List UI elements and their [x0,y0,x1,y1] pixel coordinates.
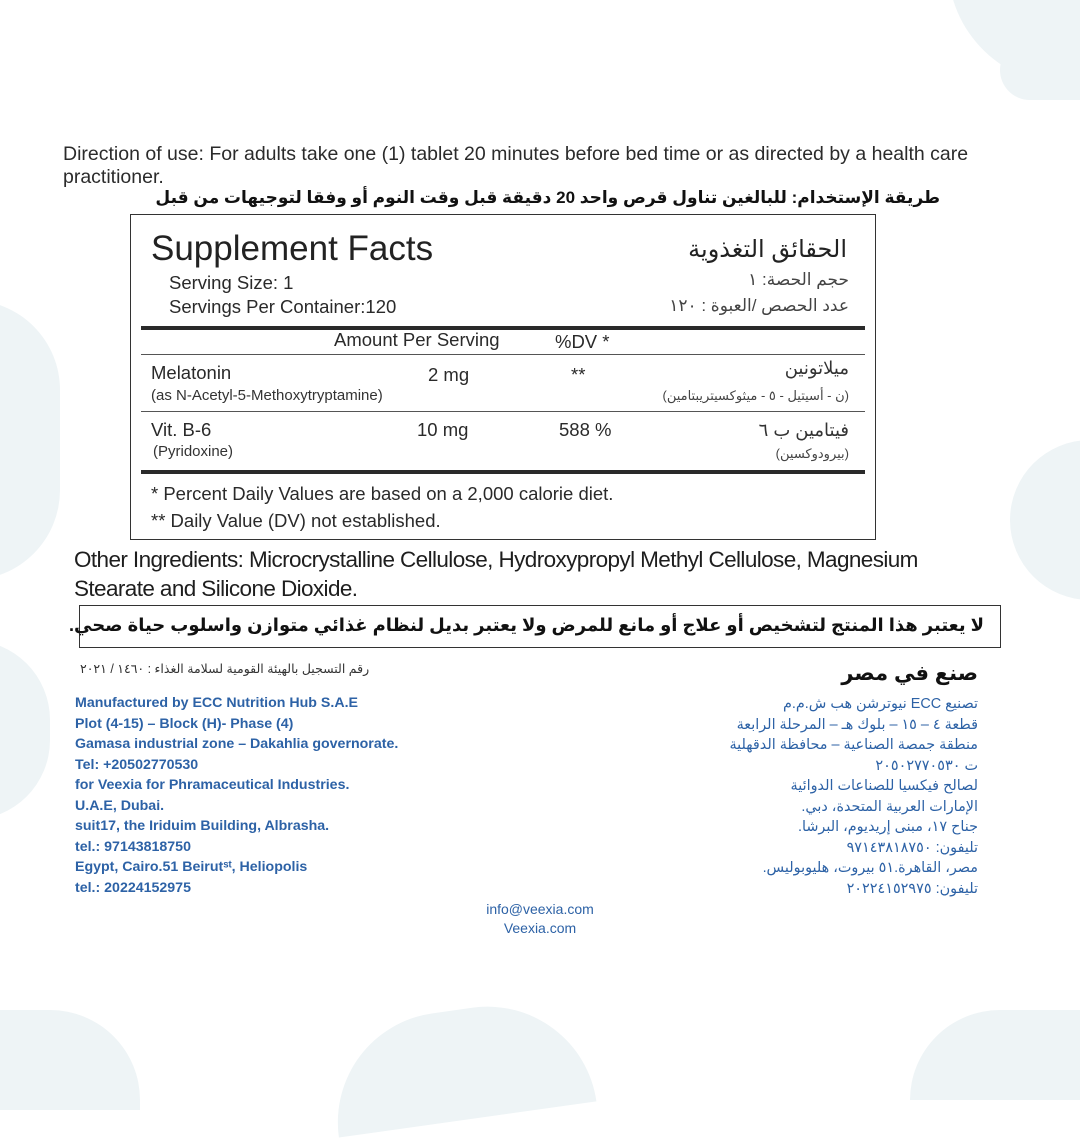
servings-per-container: Servings Per Container:120 [169,296,397,317]
background-shape [1010,440,1080,600]
manufacturer-info-ar [518,694,978,899]
footnote-percent-dv: * Percent Daily Values are based on a 2,000 calorie diet. [151,483,614,504]
header-daily-value: %DV * [555,331,610,352]
manufacturer-line-ar: ت ٢٠٥٠٢٧٧٠٥٣٠ [875,757,978,774]
supplement-facts-title: Supplement Facts [151,229,434,268]
divider-thin [141,354,865,355]
footnote-dv-not-established: ** Daily Value (DV) not established. [151,510,441,531]
manufacturer-line-ar: قطعة ٤ – ١٥ – بلوك هـ – المرحلة الرابعة [736,716,978,733]
ingredient-dv: 588 % [559,419,612,440]
background-shape [0,300,60,580]
other-ingredients: Other Ingredients: Microcrystalline Cellulose, Hydroxypropyl Methyl Cellulose, Magnesium Stearate and Silicone Dioxide. [74,547,918,601]
header-amount-per-serving: Amount Per Serving [334,329,500,350]
manufacturer-line: for Veexia for Phramaceutical Industries. [75,777,350,793]
manufacturer-line-ar: الإمارات العربية المتحدة، دبي. [801,798,978,815]
manufacturer-line: suit17, the Iriduim Building, Albrasha. [75,818,330,834]
manufacturer-line-ar: لصالح فيكسيا للصناعات الدوائية [790,778,978,794]
manufacturer-line-ar: تليفون: ٩٧١٤٣٨١٨٧٥٠ [846,839,978,856]
direction-of-use-en: Direction of use: For adults take one (1) tablet 20 minutes before bed time or as directed by a health care practitioner. [63,143,969,188]
ingredient-subname: (as N-Acetyl-5-Methoxytryptamine) [151,387,383,404]
background-shape [1000,40,1080,100]
contact-website[interactable]: Veexia.com [503,920,577,936]
manufacturer-line-ar: مصر، القاهرة.٥١ بيروت، هليوبوليس. [762,860,978,876]
divider-thick [141,326,865,330]
contact-email[interactable]: info@veexia.com [486,901,594,917]
manufacturer-line: Plot (4-15) – Block (H)- Phase (4) [75,715,294,732]
divider-thin [141,411,865,412]
background-shape [0,1010,140,1110]
manufacturer-line: Manufactured by ECC Nutrition Hub S.A.E [75,695,358,711]
made-in-egypt-ar: صنع في مصر [841,662,978,685]
supplement-facts-panel [130,214,876,540]
supplement-facts-title-ar: الحقائق التغذوية [688,236,847,263]
ingredient-subname-ar: (بيرودوكسين) [775,446,849,461]
background-shape [0,640,50,820]
manufacturer-line-ar: تليفون: ٢٠٢٢٤١٥٢٩٧٥ [846,880,978,897]
ingredient-name: Vit. B-6 [151,419,212,440]
manufacturer-line: Egypt, Cairo.51 Beirutˢᵗ, Heliopolis [75,859,308,875]
ingredient-amount: 2 mg [428,364,470,385]
ingredient-name-ar: ميلاتونين [784,358,849,378]
contact-info [440,900,640,938]
divider-thick [141,470,865,474]
manufacturer-line: U.A.E, Dubai. [75,797,165,814]
servings-per-container-ar: عدد الحصص /العبوة : ١٢٠ [669,296,849,315]
disclaimer-text-ar: لا يعتبر هذا المنتج لتشخيص أو علاج أو مانع للمرض ولا يعتبر بديل لنظام غذائي متوازن واسلوب حياة صحي. [69,615,984,635]
manufacturer-line: tel.: 20224152975 [75,879,191,896]
background-shape [910,1010,1080,1100]
background-shape [324,992,597,1137]
disclaimer-box [69,605,1001,648]
ingredient-name: Melatonin [151,362,232,383]
manufacturer-line: tel.: 97143818750 [75,838,191,855]
direction-of-use-ar: طريقة الإستخدام: للبالغين تناول قرص واحد 20 دقيقة قبل وقت النوم أو وفقا لتوجيهات من قبل [155,188,940,207]
manufacturer-info-en [75,693,555,898]
serving-size: Serving Size: 1 [169,272,294,293]
ingredient-name-ar: فيتامين ب ٦ [758,420,849,440]
manufacturer-line-ar: جناح ١٧، مبنى إريديوم، البرشا. [797,819,978,835]
ingredient-subname: (Pyridoxine) [153,443,234,460]
manufacturer-line-ar: تصنيع ECC نيوترشن هب ش.م.م [782,696,978,712]
ingredient-amount: 10 mg [417,419,469,440]
ingredient-subname-ar: (ن - أسيتيل - ٥ - ميثوكسيتريبتامين) [662,388,849,403]
manufacturer-line: Gamasa industrial zone – Dakahlia governorate. [75,736,399,752]
manufacturer-line-ar: منطقة جمصة الصناعية – محافظة الدقهلية [729,737,978,753]
ingredient-dv: ** [571,364,586,385]
manufacturer-line: Tel: +20502770530 [75,756,199,773]
serving-size-ar: حجم الحصة: ١ [748,270,849,289]
registration-number-ar: رقم التسجيل بالهيئة القومية لسلامة الغذاء : ١٤٦٠ / ٢٠٢١ [80,662,370,676]
